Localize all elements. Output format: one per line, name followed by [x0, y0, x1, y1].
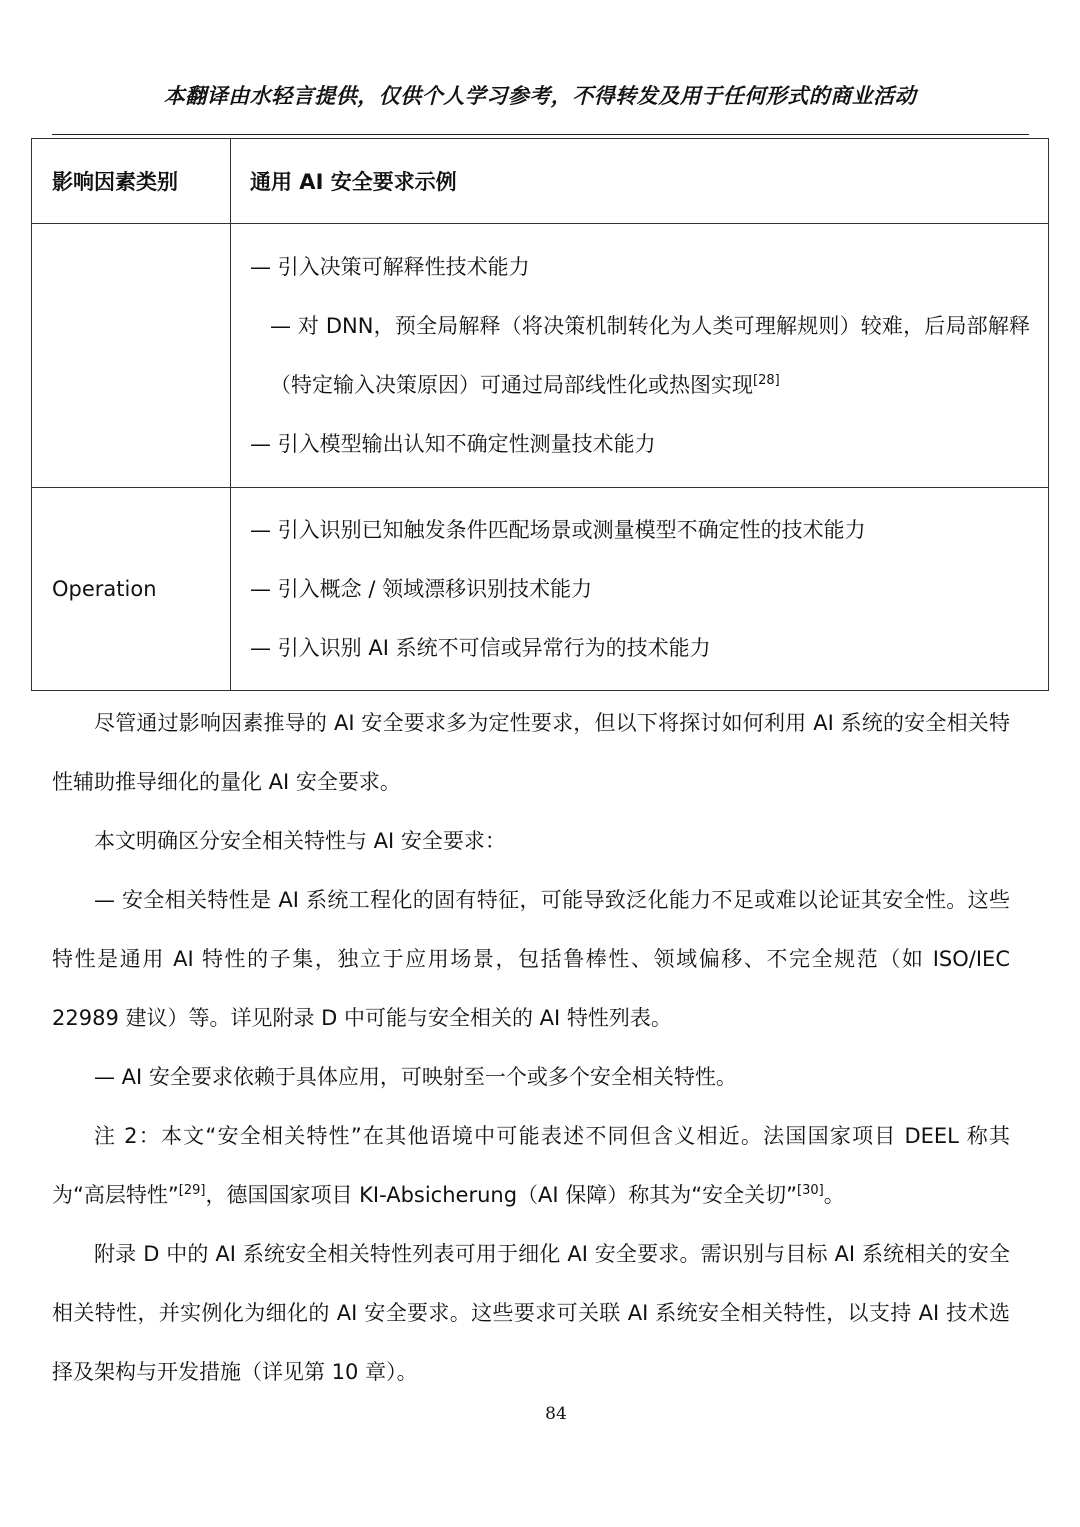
citation-ref: [29]: [178, 1183, 206, 1198]
note-paragraph: 注 2：本文“安全相关特性”在其他语境中可能表述不同但含义相近。法国国家项目 DEEL 称其为“高层特性”[29]，德国国家项目 KI-Absicherung（AI 保障）称其为“安全关切”[30]。: [52, 1124, 1010, 1207]
table-cell-factor: [32, 224, 231, 488]
requirement-item: — 引入识别 AI 系统不可信或异常行为的技术能力: [250, 635, 711, 660]
table-cell-factor: Operation: [32, 488, 231, 691]
paragraph: — AI 安全要求依赖于具体应用，可映射至一个或多个安全相关特性。: [94, 1065, 737, 1089]
table-header-row: [32, 139, 1049, 224]
paragraph: 本文明确区分安全相关特性与 AI 安全要求：: [94, 829, 506, 853]
requirement-item: — 对 DNN，预全局解释（将决策机制转化为人类可理解规则）较难，后局部解释（特定输入决策原因）可通过局部线性化或热图实现[28]: [270, 313, 1030, 397]
safety-requirements-table: [31, 138, 1049, 691]
header-divider: [52, 134, 1029, 135]
requirement-item: — 引入决策可解释性技术能力: [250, 254, 530, 279]
table-row: [32, 488, 1049, 691]
page-number: 84: [545, 1404, 567, 1424]
requirement-item: — 引入模型输出认知不确定性测量技术能力: [250, 431, 656, 456]
body-text: [52, 694, 1010, 1402]
citation-ref: [28]: [753, 372, 780, 388]
requirement-item: — 引入概念 / 领域漂移识别技术能力: [250, 576, 593, 601]
translation-notice: 本翻译由水轻言提供，仅供个人学习参考，不得转发及用于任何形式的商业活动: [163, 84, 917, 108]
table-cell-requirements: [231, 488, 1049, 691]
paragraph: 尽管通过影响因素推导的 AI 安全要求多为定性要求，但以下将探讨如何利用 AI 系统的安全相关特性辅助推导细化的量化 AI 安全要求。: [52, 711, 1010, 794]
table-cell-requirements: [231, 224, 1049, 488]
requirement-item: — 引入识别已知触发条件匹配场景或测量模型不确定性的技术能力: [250, 517, 866, 542]
table-row: [32, 224, 1049, 488]
table-header-factor-category: 影响因素类别: [32, 139, 231, 224]
paragraph: 附录 D 中的 AI 系统安全相关特性列表可用于细化 AI 安全要求。需识别与目标 AI 系统相关的安全相关特性，并实例化为细化的 AI 安全要求。这些要求可关联 AI 系统安全相关特性，以支持 AI 技术选择及架构与开发措施（详见第 10 章）。: [52, 1242, 1010, 1384]
table-header-requirement-examples: 通用 AI 安全要求示例: [231, 139, 1049, 224]
citation-ref: [30]: [797, 1183, 824, 1198]
paragraph: — 安全相关特性是 AI 系统工程化的固有特征，可能导致泛化能力不足或难以论证其安全性。这些特性是通用 AI 特性的子集，独立于应用场景，包括鲁棒性、领域偏移、不完全规范（如 ISO/IEC 22989 建议）等。详见附录 D 中可能与安全相关的 AI 特性列表。: [52, 888, 1010, 1030]
